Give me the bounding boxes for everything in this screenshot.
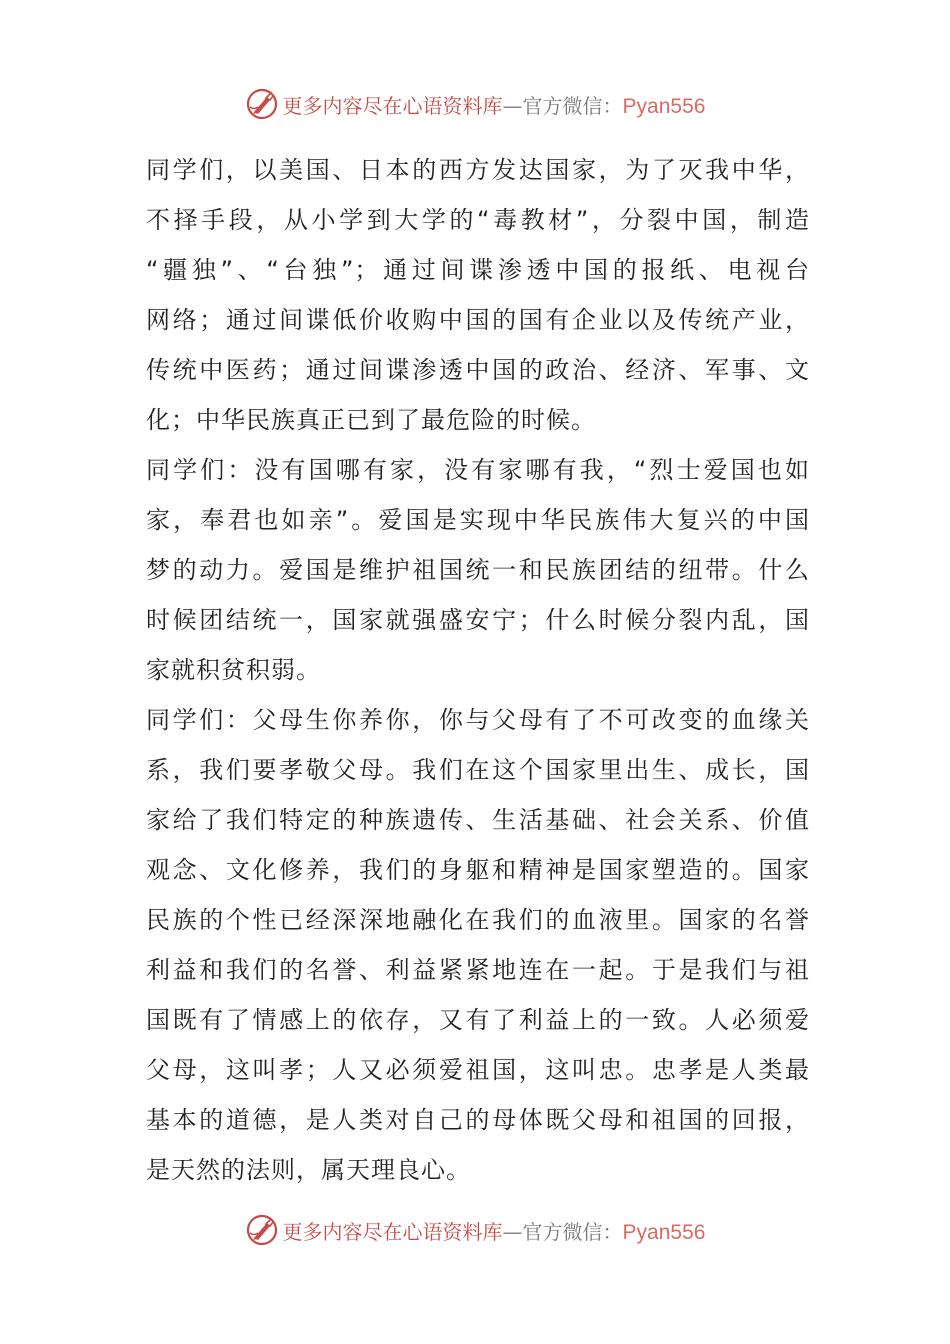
- paragraph-2: [146, 445, 810, 695]
- text-line: 家，奉君也如亲”。爱国是实现中华民族伟大复兴的中国: [146, 506, 810, 534]
- text-line: 家就积贫积弱。: [146, 656, 321, 684]
- paragraph-3: [146, 695, 810, 1195]
- text-line: 是天然的法则，属天理良心。: [146, 1156, 471, 1184]
- text-line: 不择手段，从小学到大学的“毒教材”，分裂中国，制造: [146, 206, 810, 234]
- text-line: 同学们：父母生你养你，你与父母有了不可改变的血缘关: [146, 706, 810, 734]
- pen-nib-logo-icon: [245, 1213, 279, 1247]
- document-body: [146, 145, 810, 1195]
- header-banner-main: 更多内容尽在心语资料库: [282, 93, 503, 118]
- text-line: 观念、文化修养，我们的身躯和精神是国家塑造的。国家: [146, 856, 810, 884]
- text-line: 梦的动力。爱国是维护祖国统一和民族团结的纽带。什么: [146, 556, 810, 584]
- text-line: 家给了我们特定的种族遗传、生活基础、社会关系、价值: [146, 806, 810, 834]
- header-banner-dash: —: [502, 93, 523, 118]
- text-line: 同学们：没有国哪有家，没有家哪有我，“烈士爱国也如: [146, 456, 810, 484]
- text-line: 网络；通过间谍低价收购中国的国有企业以及传统产业，: [146, 306, 810, 334]
- header-banner-official: 官方微信：: [522, 93, 623, 118]
- paragraph-1: [146, 145, 810, 445]
- pen-nib-logo-icon: [245, 87, 279, 121]
- footer-banner-text: [283, 1216, 706, 1245]
- footer-banner-wechat: Pyan556: [622, 1220, 706, 1244]
- text-line: 同学们，以美国、日本的西方发达国家，为了灭我中华，: [146, 156, 810, 184]
- footer-banner: [0, 1210, 950, 1250]
- header-banner-text: [283, 90, 706, 119]
- text-line: 民族的个性已经深深地融化在我们的血液里。国家的名誉: [146, 906, 810, 934]
- text-line: 传统中医药；通过间谍渗透中国的政治、经济、军事、文: [146, 356, 810, 384]
- header-banner-wechat: Pyan556: [622, 94, 706, 118]
- text-line: 父母，这叫孝；人又必须爱祖国，这叫忠。忠孝是人类最: [146, 1056, 810, 1084]
- text-line: 国既有了情感上的依存，又有了利益上的一致。人必须爱: [146, 1006, 810, 1034]
- header-banner: [0, 84, 950, 124]
- text-line: 基本的道德，是人类对自己的母体既父母和祖国的回报，: [146, 1106, 810, 1134]
- text-line: 系，我们要孝敬父母。我们在这个国家里出生、成长，国: [146, 756, 810, 784]
- text-line: “疆独”、“台独”；通过间谍渗透中国的报纸、电视台: [146, 256, 810, 284]
- text-line: 利益和我们的名誉、利益紧紧地连在一起。于是我们与祖: [146, 956, 810, 984]
- text-line: 化；中华民族真正已到了最危险的时候。: [146, 406, 596, 434]
- text-line: 时候团结统一，国家就强盛安宁；什么时候分裂内乱，国: [146, 606, 810, 634]
- footer-banner-main: 更多内容尽在心语资料库: [282, 1219, 503, 1244]
- footer-banner-official: 官方微信：: [522, 1219, 623, 1244]
- footer-banner-dash: —: [502, 1219, 523, 1244]
